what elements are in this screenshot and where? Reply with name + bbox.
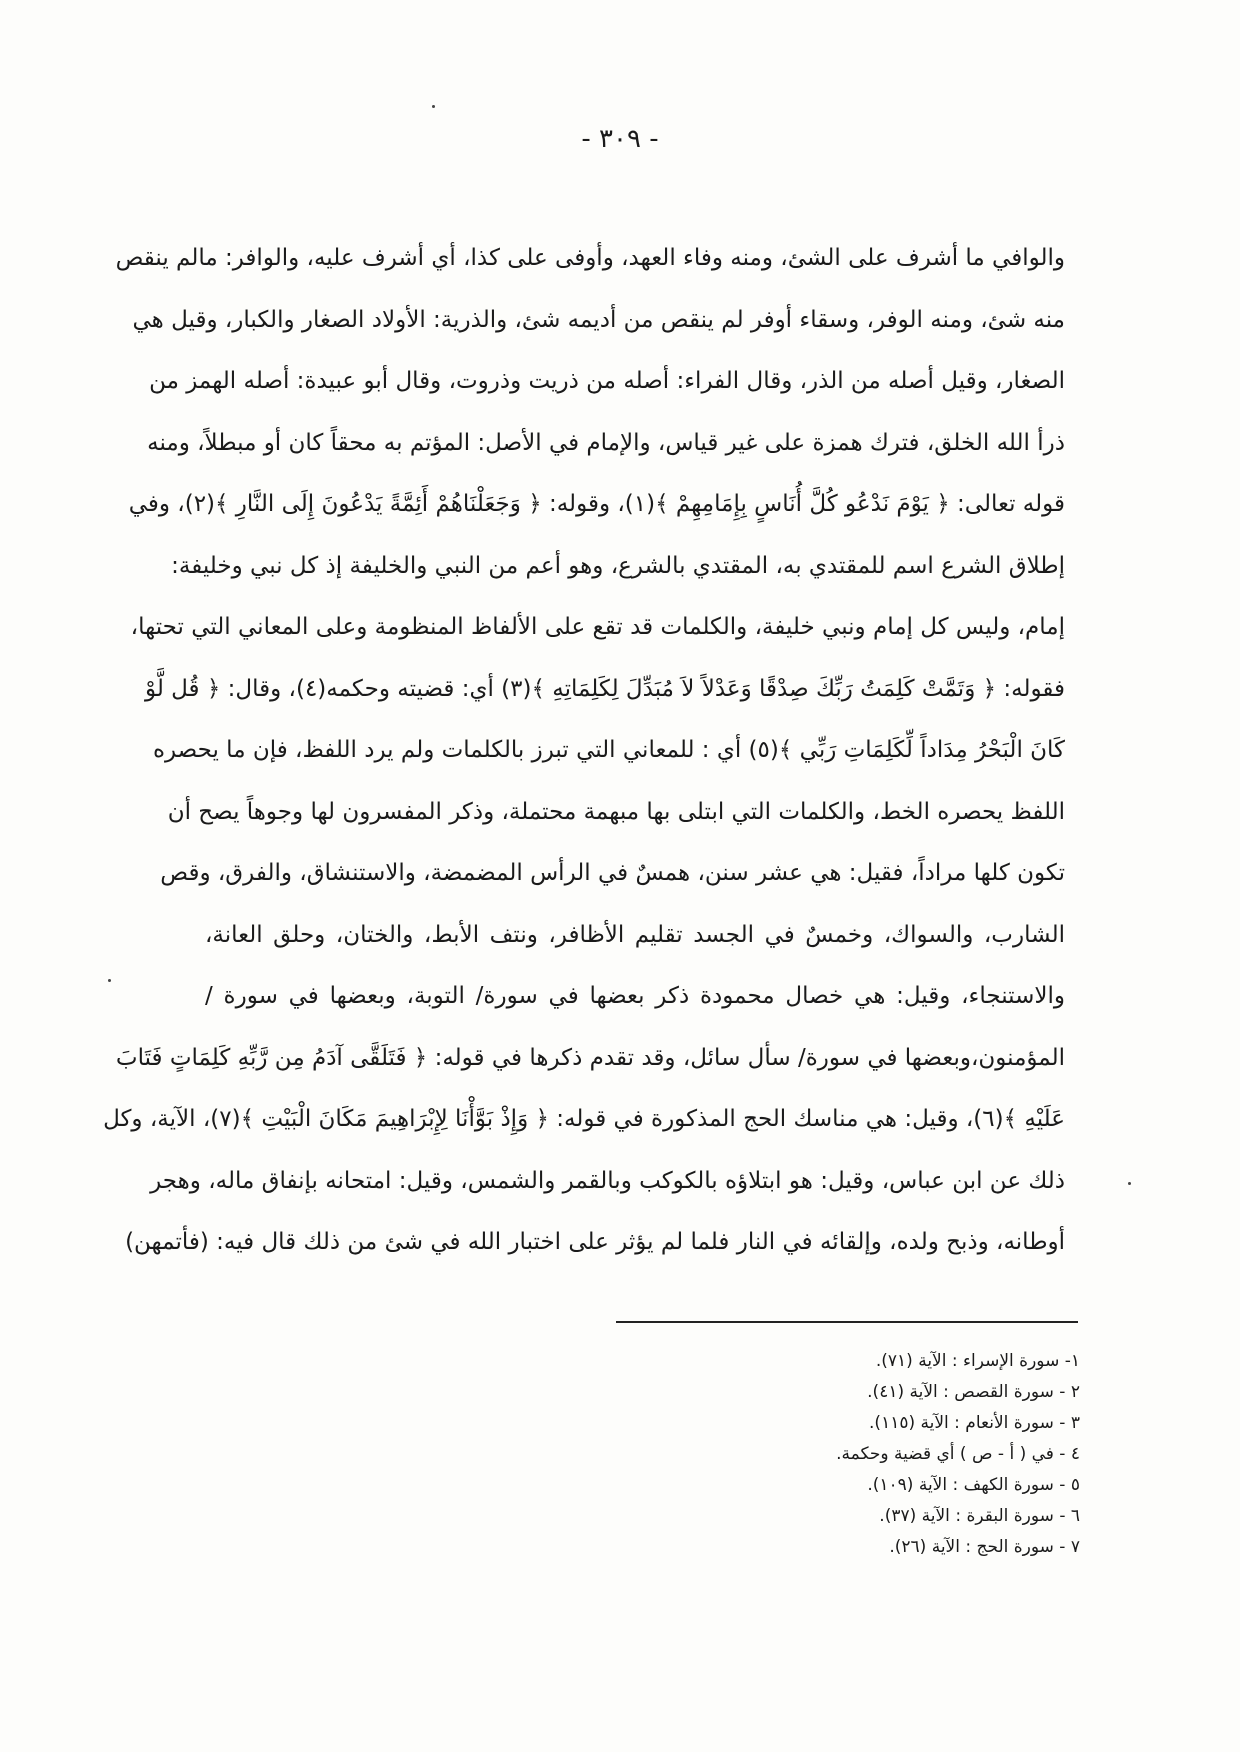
footnote-4: ٤ - في ( أ - ص ) أي قضية وحكمة.	[836, 1444, 1080, 1464]
body-line-2: منه شئ، ومنه الوفر، وسقاء أوفر لم ينقص من أديمه شئ، والذرية: الأولاد الصغار والكبار، وقيل هي	[132, 306, 1065, 333]
body-line-6: إطلاق الشرع اسم للمقتدي به، المقتدي بالشرع، وهو أعم من النبي والخليفة إذ كل نبي وخليفة:	[171, 552, 1065, 579]
body-line-12: الشارب، والسواك، وخمسٌ في الجسد تقليم الأظافر، ونتف الأبط، والختان، وحلق العانة،	[205, 921, 1065, 948]
body-line-14: المؤمنون،وبعضها في سورة/ سأل سائل، وقد تقدم ذكرها في قوله: ﴿ فَتَلَقَّى آدَمُ مِن رَّبِّهِ كَلِمَاتٍ فَتَابَ	[115, 1044, 1065, 1071]
body-line-4: ذرأ الله الخلق، فترك همزة على غير قياس، والإمام في الأصل: المؤتم به محقاً كان أو مبطلاً، ومنه	[147, 429, 1065, 456]
body-line-10: اللفظ يحصره الخط، والكلمات التي ابتلى بها مبهمة محتملة، وذكر المفسرون لها وجوهاً يصح أن	[167, 798, 1065, 825]
body-line-13: والاستنجاء، وقيل: هي خصال محمودة ذكر بعضها في سورة/ التوبة، وبعضها في سورة /	[205, 983, 1065, 1009]
body-line-11: تكون كلها مراداً، فقيل: هي عشر سنن، همسٌ في الرأس المضمضة، والاستنشاق، والفرق، وقص	[160, 860, 1065, 886]
body-line-5: قوله تعالى: ﴿ يَوْمَ نَدْعُو كُلَّ أُنَاسٍ بِإِمَامِهِمْ ﴾(١)، وقوله: ﴿ وَجَعَلْنَاهُمْ أَئِمَّةً يَدْعُونَ إِلَى النَّارِ ﴾(٢)، وفي	[128, 491, 1065, 517]
body-line-1: والوافي ما أشرف على الشئ، ومنه وفاء العهد، وأوفى على كذا، أي أشرف عليه، والوافر: مالم ينقص	[115, 245, 1065, 271]
footnote-separator	[616, 1321, 1078, 1323]
footnote-7: ٧ - سورة الحج : الآية (٢٦).	[889, 1537, 1080, 1557]
footnote-2: ٢ - سورة القصص : الآية (٤١).	[867, 1382, 1080, 1402]
scan-speck	[432, 105, 435, 108]
body-line-9: كَانَ الْبَحْرُ مِدَاداً لِّكَلِمَاتِ رَبِّي ﴾(٥) أي : للمعاني التي تبرز بالكلمات ولم يرد اللفظ، فإن ما يحصره	[152, 737, 1065, 763]
body-line-8: فقوله: ﴿ وَتَمَّتْ كَلِمَتُ رَبِّكَ صِدْقًا وَعَدْلاً لاَ مُبَدِّلَ لِكَلِمَاتِهِ ﴾(٣) أي: قضيته وحكمه(٤)، وقال: ﴿ قُل لَّوْ	[144, 675, 1065, 702]
body-line-7: إمام، وليس كل إمام ونبي خليفة، والكلمات قد تقع على الألفاظ المنظومة وعلى المعاني التي تحتها،	[130, 614, 1065, 640]
footnote-6: ٦ - سورة البقرة : الآية (٣٧).	[879, 1506, 1080, 1526]
body-line-15: عَلَيْهِ ﴾(٦)، وقيل: هي مناسك الحج المذكورة في قوله: ﴿ وَإِذْ بَوَّأْنَا لِإِبْرَاهِيمَ مَكَانَ الْبَيْتِ ﴾(٧)، الآية، وكل	[103, 1106, 1065, 1132]
scan-speck	[108, 979, 111, 982]
footnote-1: ١- سورة الإسراء : الآية (٧١).	[875, 1351, 1080, 1371]
footnote-5: ٥ - سورة الكهف : الآية (١٠٩).	[867, 1475, 1080, 1495]
body-line-3: الصغار، وقيل أصله من الذر، وقال الفراء: أصله من ذريت وذروت، وقال أبو عبيدة: أصله الهمز من	[149, 368, 1065, 394]
footnote-3: ٣ - سورة الأنعام : الآية (١١٥).	[869, 1413, 1080, 1433]
body-line-17: أوطانه، وذبح ولده، وإلقائه في النار فلما لم يؤثر على اختبار الله في شئ من ذلك قال فيه: (فأتمهن)	[125, 1229, 1065, 1255]
footnotes	[700, 1346, 1080, 1563]
body-line-16: ذلك عن ابن عباس، وقيل: هو ابتلاؤه بالكوكب وبالقمر والشمس، وقيل: امتحانه بإنفاق ماله، وهجر	[150, 1167, 1065, 1194]
scan-speck	[1128, 1182, 1131, 1185]
page-number: - ٣٠٩ -	[581, 124, 659, 154]
body-text	[103, 228, 1065, 1274]
